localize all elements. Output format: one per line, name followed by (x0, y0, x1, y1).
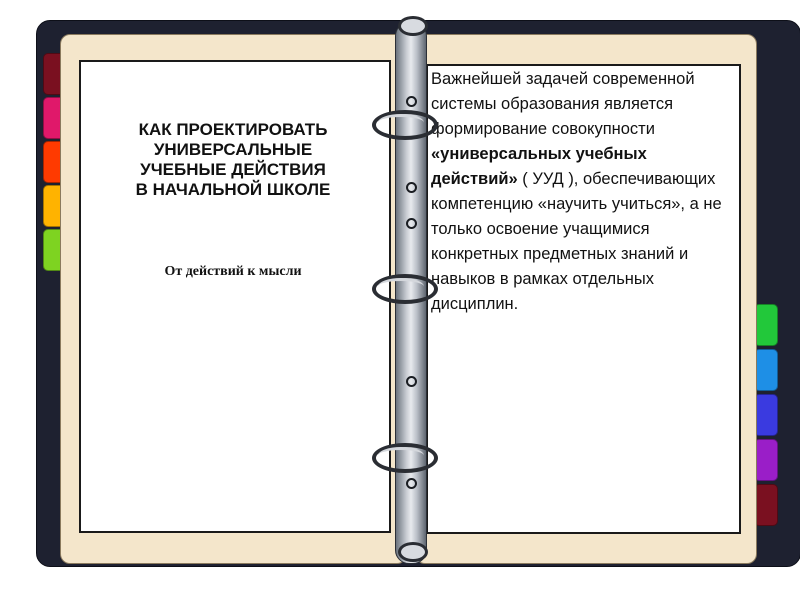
right-tab-2[interactable] (754, 349, 778, 391)
ring-highlight (378, 278, 424, 295)
title-line: УНИВЕРСАЛЬНЫЕ (153, 140, 313, 159)
body-paragraph (431, 67, 733, 317)
right-tab-4[interactable] (754, 439, 778, 481)
body-text-end: ( УУД ), обеспечивающих компетенцию «научить учиться», а не только освоение учащимися конкретных предметных знаний и навыков в рамках отдельных дисциплин. (431, 170, 722, 313)
spine-hole (406, 478, 417, 489)
body-text-start: Важнейшей задачей современной системы образования является формирование совокупности (431, 70, 695, 138)
body-text-bold: «универсальных учебных действий» (431, 145, 647, 188)
spine-top-cap (398, 16, 428, 36)
page-subtitle: От действий к мысли (164, 264, 302, 279)
page-title (102, 120, 364, 200)
spine-hole (406, 218, 417, 229)
title-line: УЧЕБНЫЕ ДЕЙСТВИЯ (140, 160, 326, 179)
spine-hole (406, 96, 417, 107)
title-line: КАК ПРОЕКТИРОВАТЬ (138, 120, 328, 139)
right-tab-5[interactable] (754, 484, 778, 526)
spine-bottom-cap (398, 542, 428, 562)
spine-hole (406, 376, 417, 387)
title-line: В НАЧАЛЬНОЙ ШКОЛЕ (135, 180, 331, 199)
right-tab-3[interactable] (754, 394, 778, 436)
right-tab-1[interactable] (754, 304, 778, 346)
spine-hole (406, 182, 417, 193)
ring-highlight (378, 447, 424, 464)
ring-highlight (378, 114, 424, 131)
